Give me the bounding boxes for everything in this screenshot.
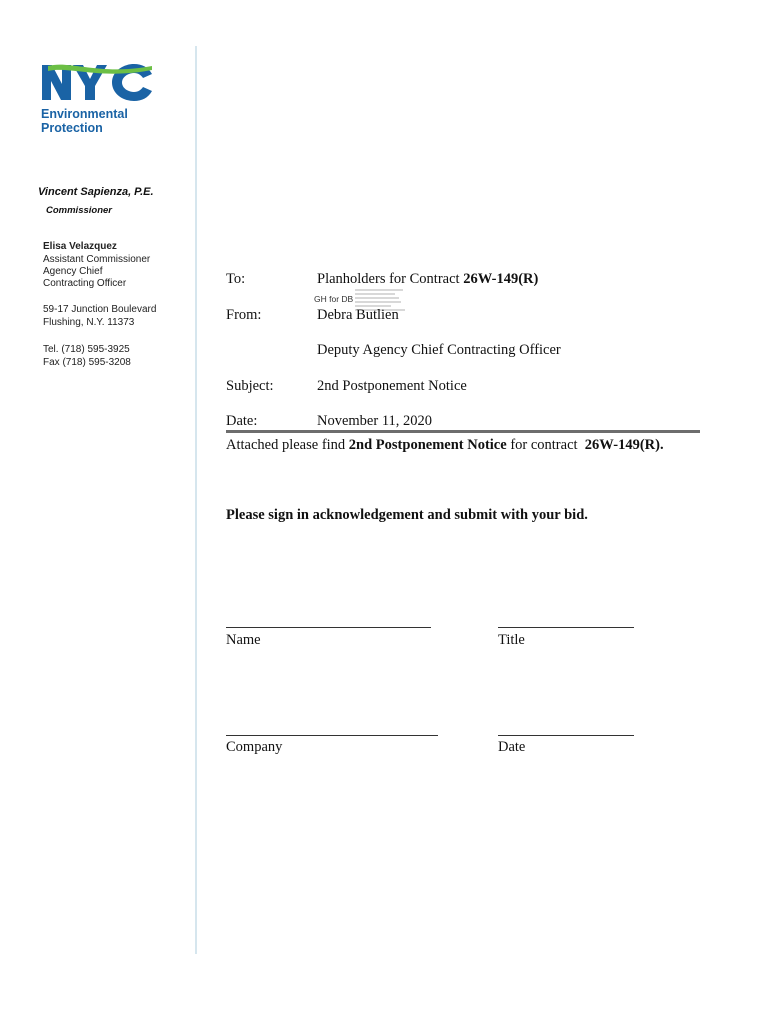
signature-stamp-text: GH for DB bbox=[314, 294, 354, 304]
address-line: 59-17 Junction Boulevard bbox=[43, 304, 157, 315]
name-signature-line[interactable] bbox=[226, 627, 431, 628]
title-signature-line[interactable] bbox=[498, 627, 634, 628]
logo-line-2: Protection bbox=[41, 121, 103, 135]
assistant-name: Elisa Velazquez bbox=[43, 241, 117, 252]
telephone: Tel. (718) 595-3925 bbox=[43, 344, 130, 355]
body-contract: 26W-149(R). bbox=[584, 437, 664, 453]
date-label: Date: bbox=[226, 413, 258, 429]
logo-line-1: Environmental bbox=[41, 107, 128, 121]
to-label: To: bbox=[226, 271, 246, 287]
company-signature-line[interactable] bbox=[226, 735, 438, 736]
vertical-divider bbox=[195, 46, 197, 954]
title-label: Title bbox=[498, 632, 525, 648]
commissioner-name: Vincent Sapienza, P.E. bbox=[38, 186, 154, 198]
subject-label: Subject: bbox=[226, 378, 274, 394]
body-notice: 2nd Postponement Notice bbox=[348, 437, 507, 453]
assistant-title-line: Agency Chief bbox=[43, 266, 103, 277]
assistant-title-line: Contracting Officer bbox=[43, 278, 127, 289]
assistant-title-line: Assistant Commissioner bbox=[43, 254, 151, 265]
header-rule bbox=[226, 430, 700, 433]
name-label: Name bbox=[226, 632, 261, 648]
body-text bbox=[226, 437, 664, 454]
to-value bbox=[317, 271, 538, 288]
body-prefix: Attached please find bbox=[226, 437, 349, 453]
from-value: Debra Butlien bbox=[317, 307, 399, 323]
subject-value: 2nd Postponement Notice bbox=[317, 378, 467, 394]
to-contract-number: 26W-149(R) bbox=[463, 271, 539, 287]
fax: Fax (718) 595-3208 bbox=[43, 357, 131, 368]
address-line: Flushing, N.Y. 11373 bbox=[43, 317, 135, 328]
date-value: November 11, 2020 bbox=[317, 413, 433, 429]
date-sign-label: Date bbox=[498, 739, 526, 755]
date-signature-line[interactable] bbox=[498, 735, 634, 736]
commissioner-title: Commissioner bbox=[46, 205, 112, 216]
logo-agency-name bbox=[41, 107, 128, 135]
body-middle: for contract bbox=[506, 437, 585, 453]
sign-instruction: Please sign in acknowledgement and submit with your bid. bbox=[226, 507, 588, 523]
company-label: Company bbox=[226, 739, 283, 755]
to-value-prefix: Planholders for Contract bbox=[317, 271, 464, 287]
from-title: Deputy Agency Chief Contracting Officer bbox=[317, 342, 561, 358]
from-label: From: bbox=[226, 307, 262, 323]
